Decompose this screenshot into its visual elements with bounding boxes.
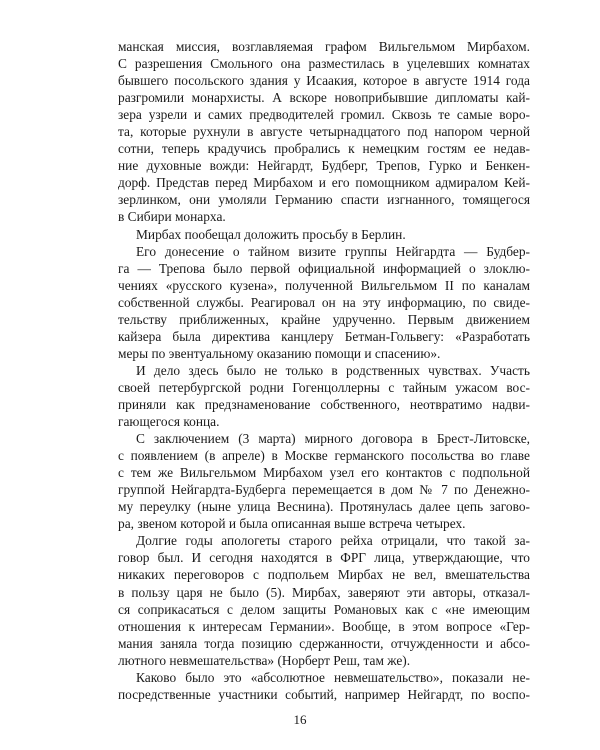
text-line: собственной службы. Реагировал он на эту информацию, по свиде- [118, 294, 530, 310]
text-line: му переулку (ныне улица Веснина). Протянулась далее цепь загово- [118, 499, 530, 515]
text-line: бывшего посольского здания у Исаакия, которое в августе 1914 года [118, 73, 530, 89]
text-line: ся соприкасаться с делом защиты Романовых как с «не имеющим [118, 601, 530, 617]
text-line: кайзера была директива канцлеру Бетман-Гольвегу: «Разработать [118, 328, 530, 344]
text-line: группой Нейгардта-Будберга перемещается в дом № 7 по Денежно- [118, 482, 530, 498]
paragraph [118, 226, 530, 243]
text-line: чениях «русского кузена», полученной Вильгельмом II по каналам [118, 277, 530, 293]
text-line: зера узрели и самих предводителей громил. Сквозь те самые воро- [118, 107, 530, 123]
text-line: С заключением (3 марта) мирного договора в Брест-Литовске, [136, 431, 530, 447]
text-line: меры по эвентуальному оказанию помощи и спасению». [118, 345, 441, 361]
paragraph [118, 362, 530, 430]
text-line: никаких переговоров с подпольем Мирбах не вел, вмешательства [118, 567, 530, 583]
text-line: ние духовные вожди: Нейгардт, Будберг, Трепов, Гурко и Бенкен- [118, 158, 530, 174]
body-text [118, 38, 530, 703]
text-line: в пользу царя не было (5). Мирбах, заверяют эти авторы, отказал- [118, 584, 530, 600]
text-line: га — Трепова было первой официальной информацией о злоклю- [118, 260, 530, 276]
text-line: С разрешения Смольного она разместилась в уцелевших комнатах [118, 56, 530, 72]
text-line: отношения к интересам Германии». Вообще, в этом вопросе «Гер- [118, 618, 530, 634]
text-line: Его донесение о тайном визите группы Нейгардта — Будбер- [136, 243, 530, 259]
text-line: приняли как предзнаменование собственного, неотвратимо надви- [118, 396, 530, 412]
text-line: с появлением (в апреле) в Москве германского посольства во главе [118, 448, 530, 464]
text-line: в Сибири монарха. [118, 209, 226, 225]
text-line: Долгие годы апологеты старого рейха отрицали, что такой за- [136, 533, 530, 549]
text-line: сотни, теперь крадучись пробрались к немецким гостям ее недав- [118, 141, 530, 157]
text-line: дорф. Представ перед Мирбахом и его помощником адмиралом Кей- [118, 175, 530, 191]
text-line: И дело здесь было не только в родственных чувствах. Участь [136, 362, 530, 378]
text-line: мания заняла тогда позицию сдержанности, отчужденности и абсо- [118, 635, 530, 651]
text-line: разгромили монархисты. А вскоре новоприбывшие дипломаты кай- [118, 90, 530, 106]
paragraph [118, 38, 530, 226]
text-line: с тем же Вильгельмом Мирбахом узел его контактов с подпольной [118, 465, 530, 481]
paragraph [118, 243, 530, 362]
text-line: Каково было это «абсолютное невмешательство», показали не- [136, 669, 530, 685]
text-line: та, которые рухнули в августе четырнадцатого под напором черной [118, 124, 530, 140]
paragraph [118, 669, 530, 703]
text-line: посредственные участники событий, например Нейгардт, по воспо- [118, 686, 530, 702]
text-line: своей петербургской родни Гогенцоллерны с тайным ужасом вос- [118, 379, 530, 395]
text-line: зерлинком, они умоляли Германию спасти изгнанного, томящегося [118, 192, 530, 208]
paragraph [118, 430, 530, 532]
paragraph [118, 532, 530, 668]
text-line: ра, звеном которой и была описанная выше встреча четырех. [118, 516, 466, 532]
text-line: тельству приближенных, крайне удрученно. Первым движением [118, 311, 530, 327]
text-line: манская миссия, возглавляемая графом Вильгельмом Мирбахом. [118, 39, 530, 54]
page-number: 16 [293, 712, 307, 727]
text-line: лютного невмешательства» (Норберт Реш, там же). [118, 652, 411, 668]
text-line: гающегося конца. [118, 414, 220, 430]
text-line: Мирбах пообещал доложить просьбу в Берлин. [136, 226, 406, 242]
text-line: говор был. И сегодня находятся в ФРГ лица, утверждающие, что [118, 550, 530, 566]
